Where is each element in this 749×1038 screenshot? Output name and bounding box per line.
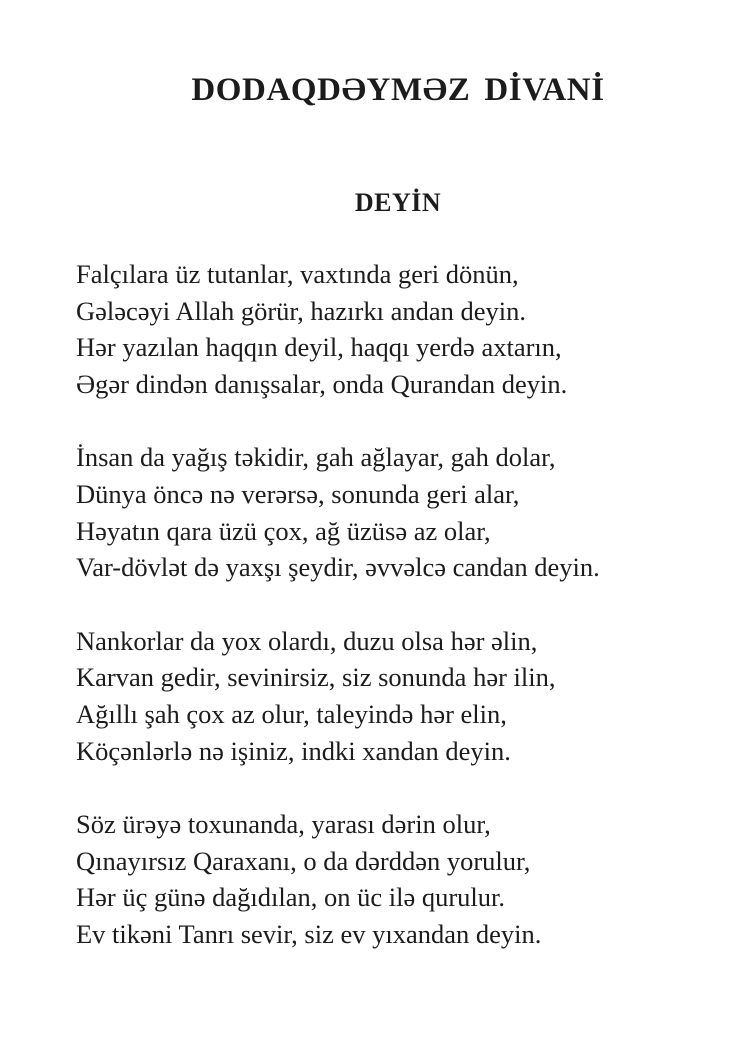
poem-line: Əgər dindən danışsalar, onda Qurandan deyin. (76, 368, 568, 399)
stanza-2 (76, 439, 746, 585)
poem-line: İnsan da yağış təkidir, gah ağlayar, gah dolar, (76, 442, 556, 473)
book-title-part2: DİVANİ (484, 72, 605, 108)
poem-body (76, 256, 746, 990)
poem-line: Köçənlərlə nə işiniz, indki xandan deyin. (76, 735, 511, 766)
stanza-3 (76, 623, 746, 769)
poem-line: Ağıllı şah çox az olur, taleyində hər elin, (76, 698, 507, 729)
poem-line: Falçılara üz tutanlar, vaxtında geri dönün, (76, 259, 519, 289)
poem-title: DEYİN (354, 188, 442, 217)
poem-line: Hər üç günə dağıdılan, on üc ilə qurulur. (76, 882, 506, 913)
poem-line: Nankorlar da yox olardı, duzu olsa hər əlin, (76, 625, 538, 656)
stanza-4 (76, 806, 746, 952)
book-title-part1: DODAQDƏYMƏZ (191, 72, 471, 108)
poem-line: Qınayırsız Qaraxanı, o da dərddən yorulur, (76, 845, 531, 876)
poem-line: Dünya öncə nə verərsə, sonunda geri alar, (76, 478, 520, 509)
poem-line: Var-dövlət də yaxşı şeydir, əvvəlcə candan deyin. (76, 552, 600, 583)
stanza-1 (76, 256, 746, 402)
poem-line: Gələcəyi Allah görür, hazırkı andan deyin. (76, 295, 527, 326)
poem-line: Həyatın qara üzü çox, ağ üzüsə az olar, (76, 515, 491, 546)
book-title (0, 72, 749, 109)
poem-line: Söz ürəyə toxunanda, yarası dərin olur, (76, 809, 491, 840)
poem-line: Karvan gedir, sevinirsiz, siz sonunda hər ilin, (76, 662, 556, 693)
poem-line: Hər yazılan haqqın deyil, haqqı yerdə axtarın, (76, 332, 562, 363)
poem-line: Ev tikəni Tanrı sevir, siz ev yıxandan deyin. (76, 918, 542, 949)
